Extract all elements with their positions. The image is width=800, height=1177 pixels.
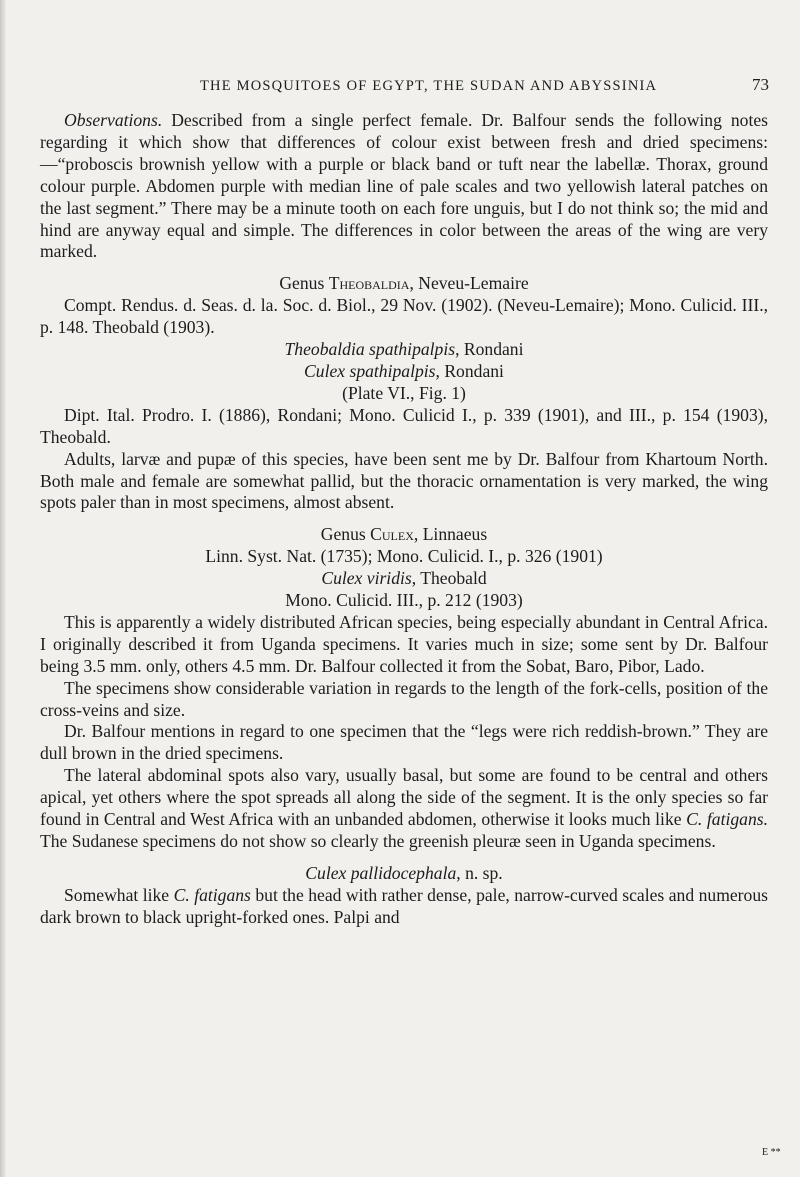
viridis-paragraph-1: This is apparently a widely distributed African species, being especially abundant in Central Africa. I originally described it from Uganda specimens. It varies much in size; some sent by Dr. Balfour being 3.5 mm. only, others 4.5 mm. Dr. Balfour collected it from the Sobat, Baro, Pibor, Lado. <box>40 611 768 676</box>
species-author: , Theobald <box>411 568 487 589</box>
species-name: Culex viridis <box>321 568 412 589</box>
species-name: Theobaldia spathipalpis <box>284 339 456 360</box>
species-author: , Rondani <box>455 339 524 360</box>
species-reference: C. fatigans. <box>686 809 768 830</box>
page-edge <box>0 0 6 1177</box>
genus-prefix: Genus <box>320 524 371 545</box>
genus-prefix: Genus <box>279 273 329 294</box>
genus-culex-heading <box>40 524 768 546</box>
plate-reference: (Plate VI., Fig. 1) <box>342 382 466 403</box>
running-head: THE MOSQUITOES OF EGYPT, THE SUDAN AND ABYSSINIA <box>200 78 658 94</box>
pallidocephala-paragraph <box>40 885 768 929</box>
paragraph-text: The lateral abdominal spots also vary, usually basal, but some are found to be central and others apical, yet others where the spot spreads all along the side of the segment. It is the only species so far found in Central and West Africa with an unbanded abdomen, otherwise it looks much like <box>40 765 768 830</box>
page-number: 73 <box>752 75 769 94</box>
species-reference: C. fatigans <box>173 884 251 905</box>
spacer <box>40 514 768 524</box>
species-pallidocephala-heading <box>40 863 768 885</box>
genus-name: Culex <box>370 524 414 545</box>
paragraph-text: Somewhat like <box>64 884 174 905</box>
spacer <box>40 853 768 863</box>
species-theobaldia-refs: Dipt. Ital. Prodro. I. (1886), Rondani; Mono. Culicid I., p. 339 (1901), and III., p. 154 (1903), Theobald. <box>40 404 768 447</box>
genus-theobaldia-refs: Compt. Rendus. d. Seas. d. la. Soc. d. Biol., 29 Nov. (1902). (Neveu-Lemaire); Mono. Culicid. III., p. 148. Theobald (1903). <box>40 295 768 338</box>
paragraph-text: The Sudanese specimens do not show so clearly the greenish pleuræ seen in Uganda specimens. <box>40 831 716 851</box>
page-body <box>40 110 768 929</box>
species-name: Culex pallidocephala <box>305 862 457 883</box>
species-author: , n. sp. <box>456 862 503 883</box>
observations-heading: Observations. <box>64 110 163 130</box>
species-viridis-refs: Mono. Culicid. III., p. 212 (1903) <box>285 590 523 611</box>
synonym-name: Culex spathipalpis <box>304 360 436 381</box>
viridis-paragraph-3: Dr. Balfour mentions in regard to one specimen that the “legs were rich reddish-brown.” They are dull brown in the dried specimens. <box>40 721 768 764</box>
viridis-paragraph-2: The specimens show considerable variation in regards to the length of the fork-cells, position of the cross-veins and size. <box>40 677 768 720</box>
paragraph-text: but the head with rather dense, pale, narrow-curved scales and numerous dark brown to black upright-forked ones. Palpi and <box>40 884 768 927</box>
species-theobaldia-text: Adults, larvæ and pupæ of this species, have been sent me by Dr. Balfour from Khartoum North. Both male and female are somewhat pallid, but the thoracic ornamentation is very marked, the wing spots paler than in most specimens, almost absent. <box>40 448 768 513</box>
species-theobaldia-heading <box>40 339 768 361</box>
genus-culex-refs: Linn. Syst. Nat. (1735); Mono. Culicid. I., p. 326 (1901) <box>205 546 603 567</box>
spacer <box>40 263 768 273</box>
observations-paragraph <box>40 110 768 263</box>
viridis-paragraph-4 <box>40 765 768 853</box>
genus-author: , Linnaeus <box>413 524 488 545</box>
species-viridis-heading <box>40 568 768 590</box>
signature-mark: E ** <box>762 1147 781 1158</box>
genus-theobaldia-heading <box>40 273 768 295</box>
page-header <box>0 75 800 102</box>
genus-name: Theobaldia <box>328 273 410 294</box>
synonym-author: , Rondani <box>435 360 504 381</box>
synonym-heading <box>40 361 768 383</box>
genus-author: , Neveu-Lemaire <box>409 273 529 294</box>
observations-text: Described from a single perfect female. Dr. Balfour sends the following notes regarding it which show that differences of colour exist between fresh and dried specimens:—“proboscis brownish yellow with a purple or black band or tuft near the labellæ. Thorax, ground colour purple. Abdomen purple with median line of pale scales and two yellowish lateral patches on the last segment.” There may be a minute tooth on each fore unguis, but I do not think so; the mid and hind are anyway equal and simple. The differences in color between the areas of the wing are very marked. <box>40 110 768 262</box>
